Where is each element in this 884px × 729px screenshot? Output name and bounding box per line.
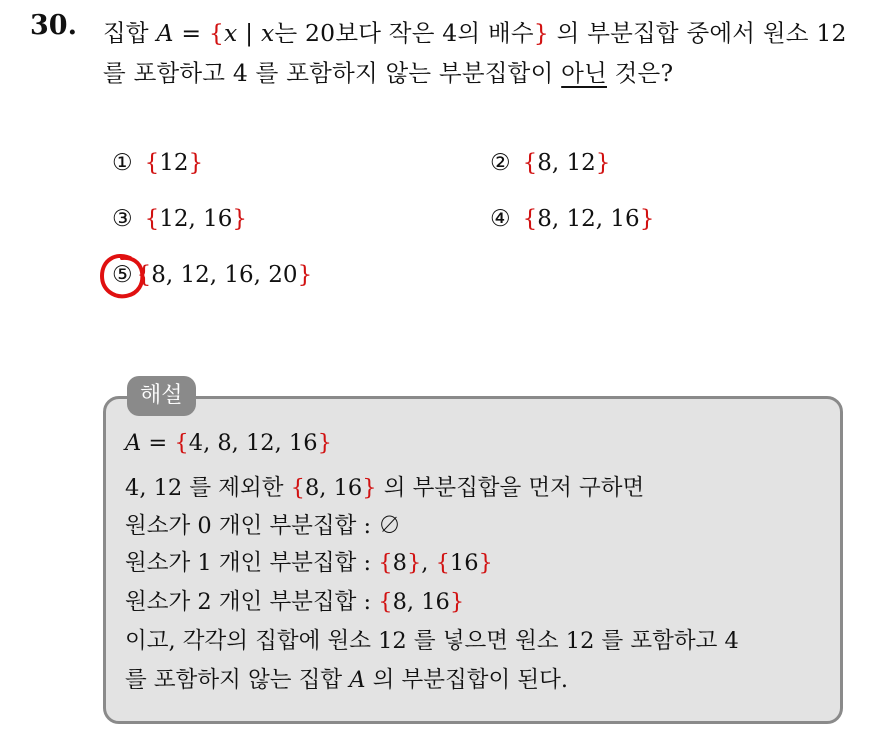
solution-line-4: 원소가 1 개인 부분집합 : {8}, {16}	[125, 550, 493, 576]
choice-number: ⑤	[112, 262, 133, 288]
answer-circle-mark-icon	[96, 250, 148, 302]
choice-3[interactable]: ③ {12, 16}	[112, 206, 248, 232]
choice-4[interactable]: ④ {8, 12, 16}	[490, 206, 655, 232]
choice-1[interactable]: ① {12}	[112, 150, 204, 176]
brace-open: {	[208, 19, 225, 47]
question-text-line-1: 집합 A = {x | x는 20보다 작은 4의 배수} 의 부분집합 중에서 원소 12	[103, 19, 847, 47]
question-number: 30.	[30, 10, 77, 41]
solution-line-7: 를 포함하지 않는 집합 A 의 부분집합이 된다.	[125, 667, 568, 693]
choice-number: ③	[112, 206, 133, 232]
solution-line-6: 이고, 각각의 집합에 원소 12 를 넣으면 원소 12 를 포함하고 4	[125, 628, 739, 654]
solution-line-3: 원소가 0 개인 부분집합 : ∅	[125, 513, 401, 539]
solution-label: 해설	[127, 376, 196, 416]
choice-number: ①	[112, 150, 133, 176]
emphasis-not: 아닌	[561, 59, 607, 87]
solution-line-2: 4, 12 를 제외한 {8, 16} 의 부분집합을 먼저 구하면	[125, 475, 645, 501]
set-a-symbol: A	[156, 19, 174, 47]
empty-set-symbol: ∅	[378, 513, 401, 539]
solution-line-5: 원소가 2 개인 부분집합 : {8, 16}	[125, 589, 465, 615]
choice-number: ④	[490, 206, 511, 232]
choice-5[interactable]: ⑤ {8, 12, 16, 20}	[112, 262, 313, 288]
question-text-line-2: 를 포함하고 4 를 포함하지 않는 부분집합이 아닌 것은?	[103, 59, 674, 87]
choice-number: ②	[490, 150, 511, 176]
solution-line-1: A = {4, 8, 12, 16}	[125, 430, 332, 456]
choice-2[interactable]: ② {8, 12}	[490, 150, 611, 176]
brace-close: }	[533, 19, 549, 47]
